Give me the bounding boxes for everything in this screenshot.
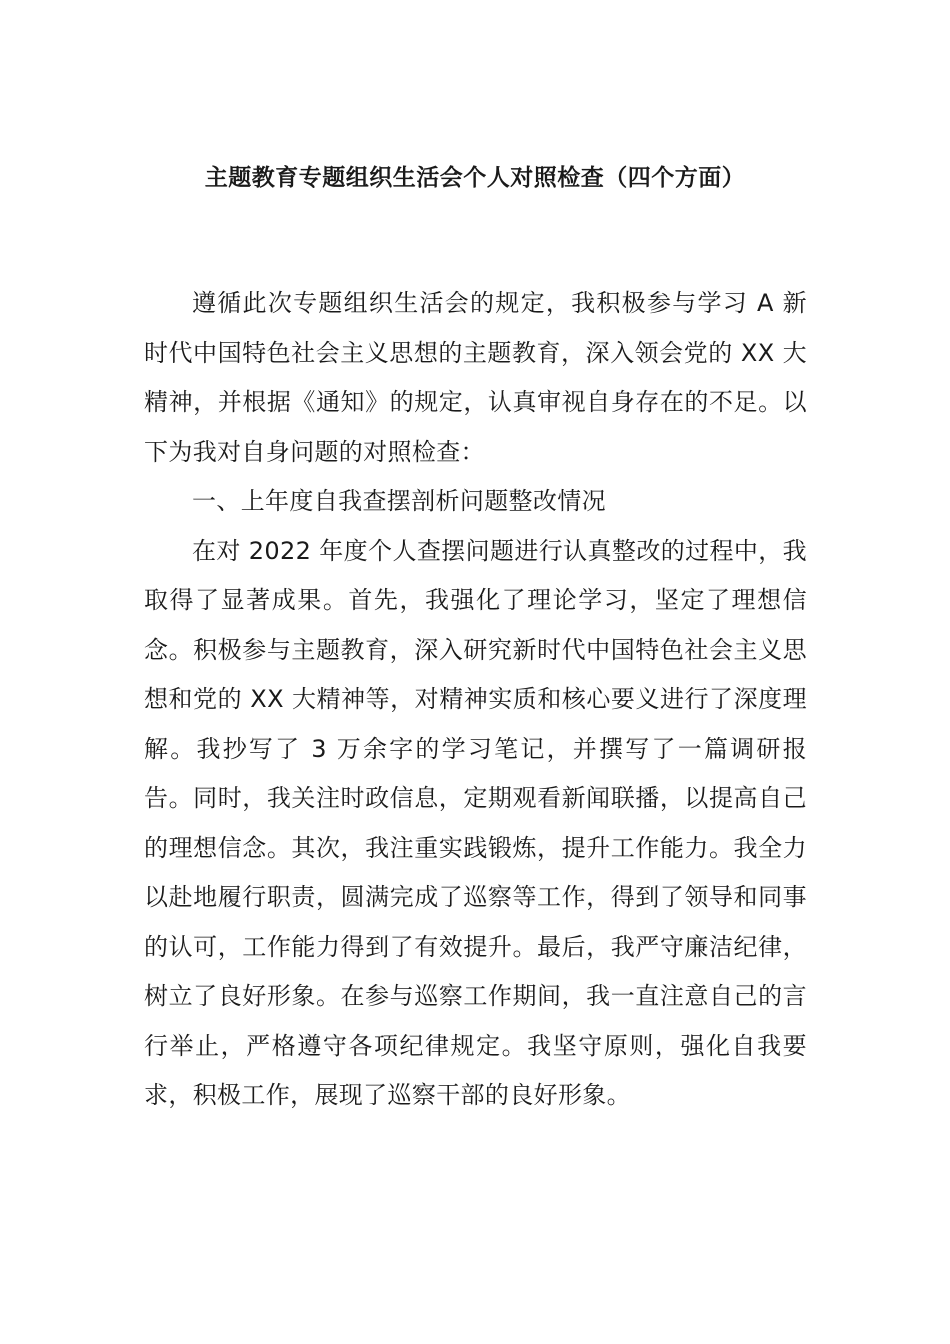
section-heading: 一、上年度自我查摆剖析问题整改情况 [192, 487, 606, 515]
section-paragraph: 在对 2022 年度个人查摆问题进行认真整改的过程中，我取得了显著成果。首先，我强化了理论学习，坚定了理想信念。积极参与主题教育，深入研究新时代中国特色社会主义思想和党的 XX 大精神等，对精神实质和核心要义进行了深度理解。我抄写了 3 万余字的学习笔记，并撰写了一篇调研报告。同时，我关注时政信息，定期观看新闻联播，以提高自己的理想信念。其次，我注重实践锻炼，提升工作能力。我全力以赴地履行职责，圆满完成了巡察等工作，得到了领导和同事的认可，工作能力得到了有效提升。最后，我严守廉洁纪律，树立了良好形象。在参与巡察工作期间，我一直注意自己的言行举止，严格遵守各项纪律规定。我坚守原则，强化自我要求，积极工作，展现了巡察干部的良好形象。 [144, 536, 807, 1109]
intro-paragraph: 遵循此次专题组织生活会的规定，我积极参与学习 A 新时代中国特色社会主义思想的主题教育，深入领会党的 XX 大精神，并根据《通知》的规定，认真审视自身存在的不足。以下为我对自身问题的对照检查： [144, 289, 807, 466]
document-body [144, 279, 807, 1121]
document-title: 主题教育专题组织生活会个人对照检查（四个方面） [204, 165, 746, 191]
